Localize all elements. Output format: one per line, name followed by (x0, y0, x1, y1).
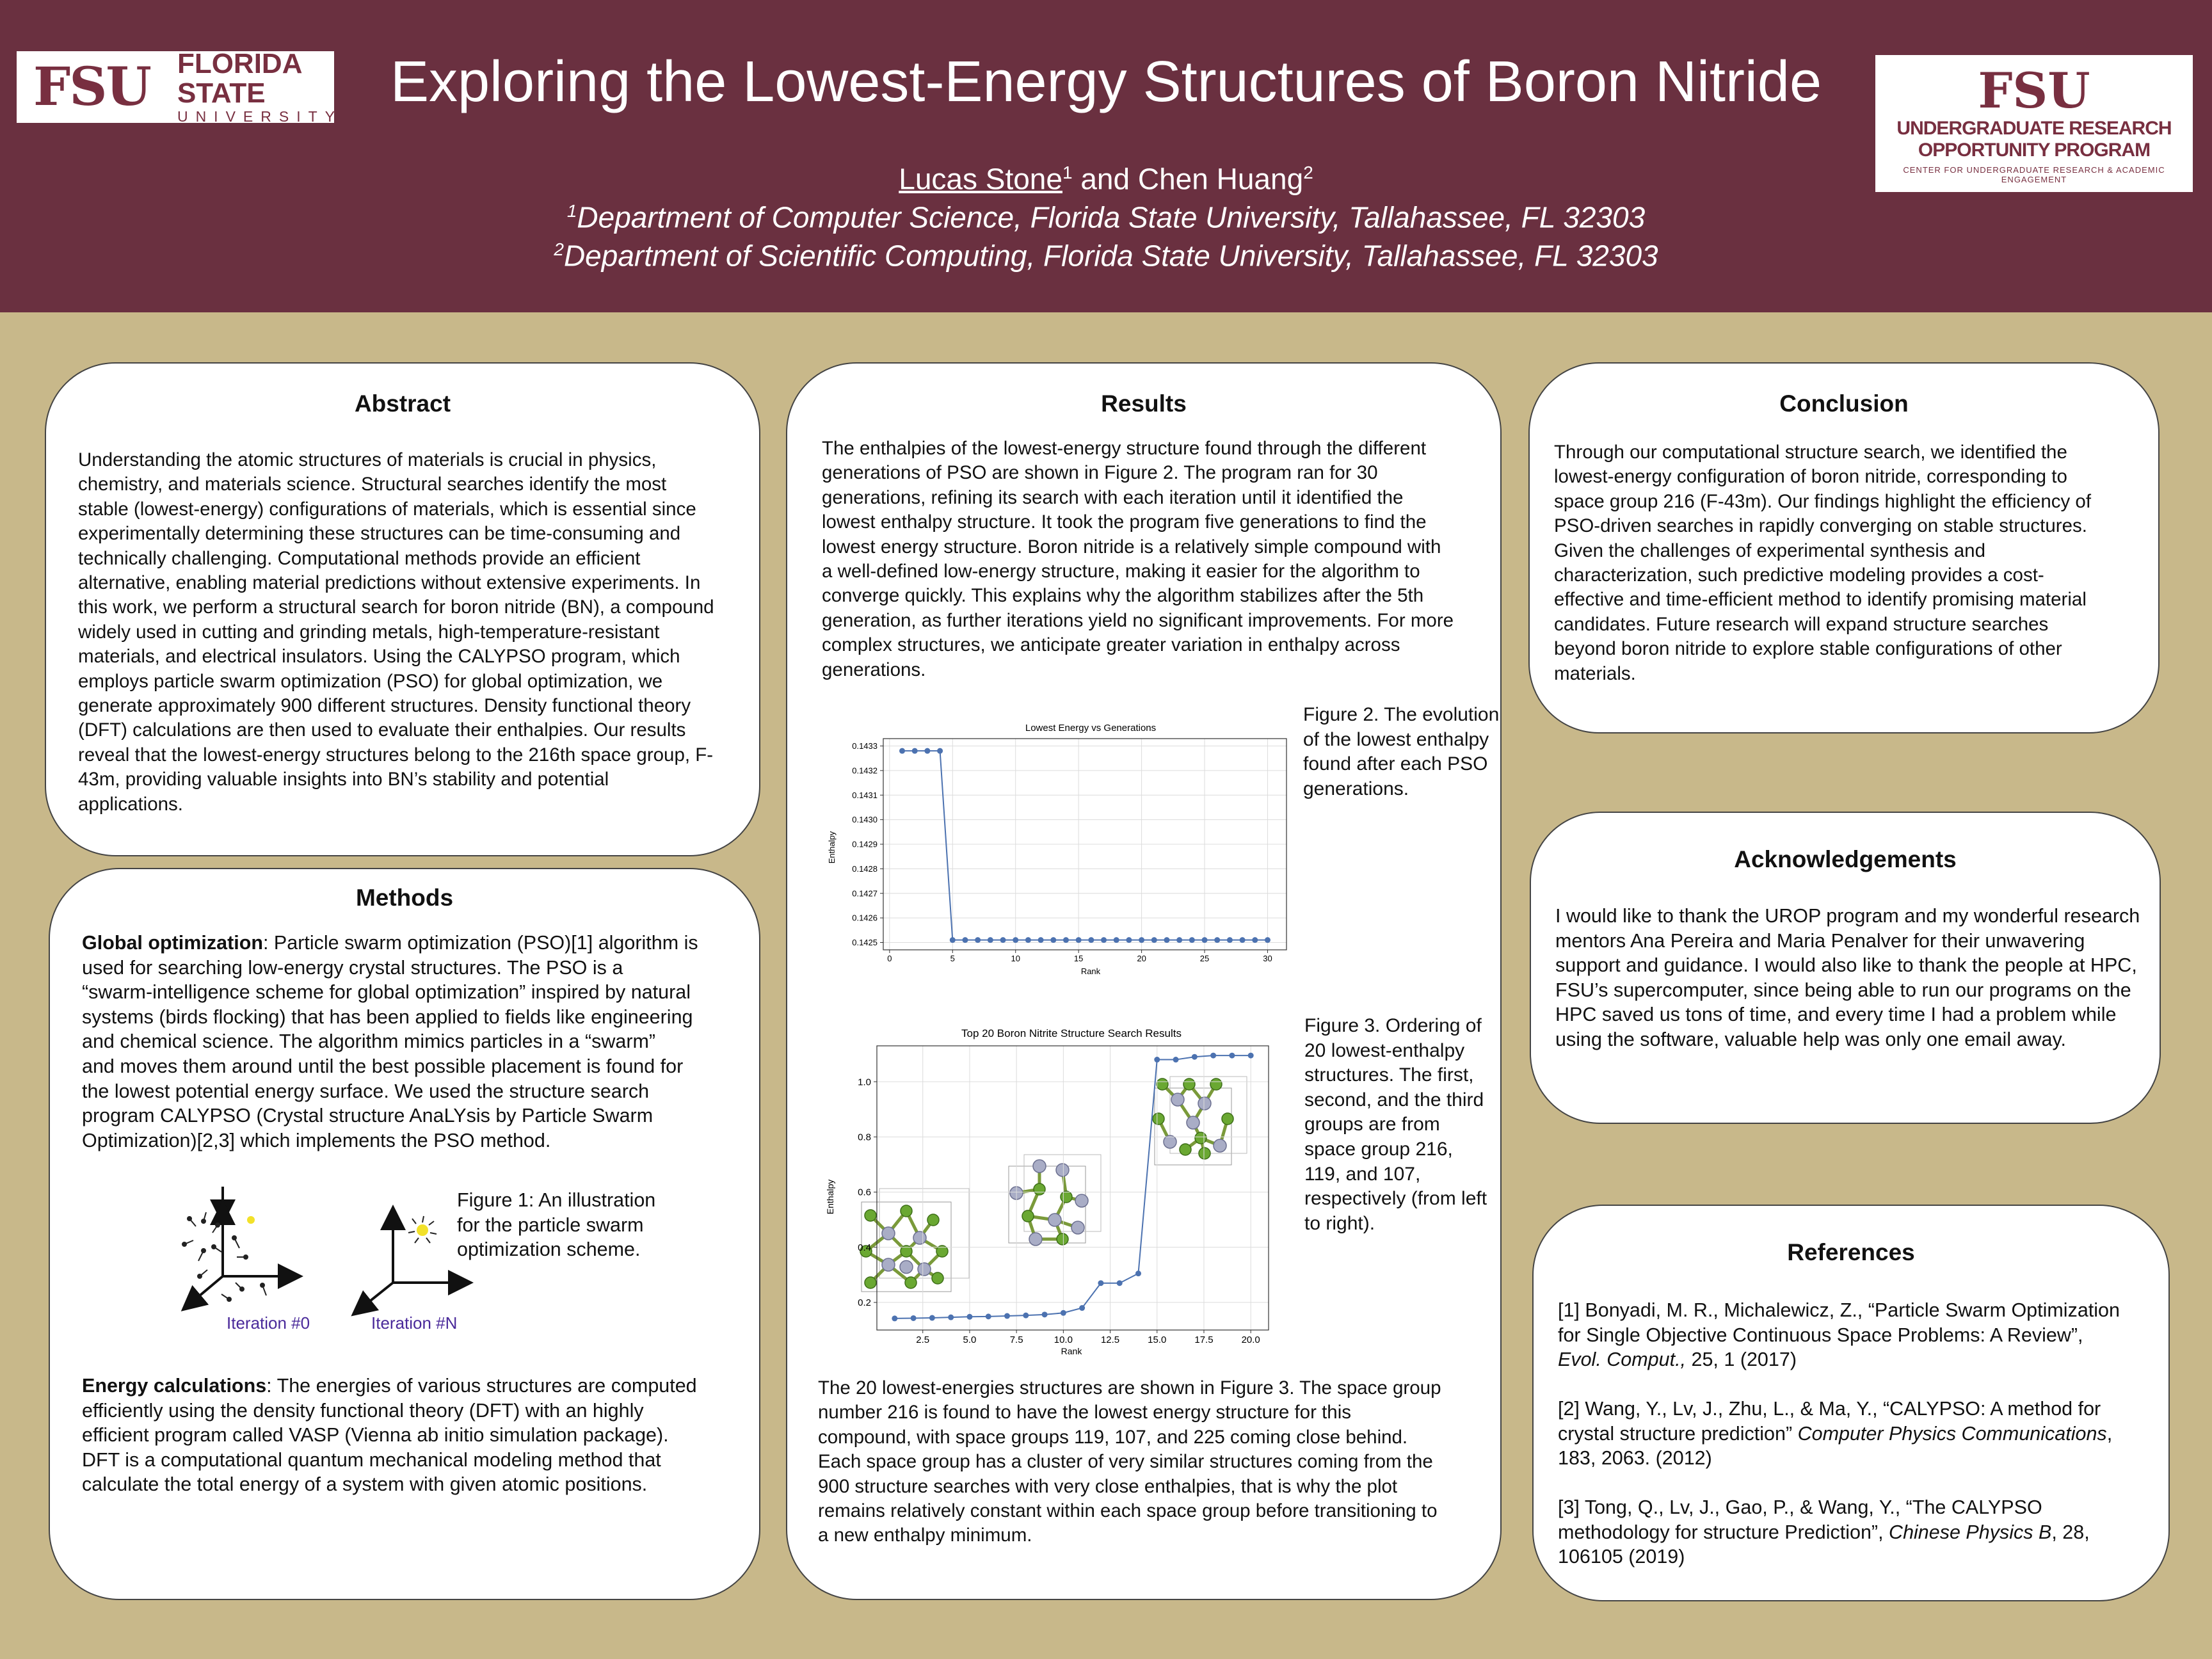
data-point (1023, 1313, 1029, 1318)
data-point (1252, 937, 1258, 943)
x-tick-label: 10.0 (1054, 1334, 1073, 1345)
abstract-panel (45, 362, 760, 856)
data-point (966, 1314, 972, 1320)
y-tick-label: 0.1433 (852, 741, 878, 751)
data-point (1240, 937, 1246, 943)
conclusion-panel (1528, 362, 2160, 733)
data-point (1202, 937, 1208, 943)
authors: Lucas Stone$^1$ and Chen Huang$^2$ (899, 162, 1313, 196)
data-point (975, 937, 981, 943)
data-point (948, 1315, 954, 1320)
data-point (1192, 1054, 1198, 1060)
urop-logo (1875, 55, 2193, 192)
methods-panel (49, 868, 760, 1600)
y-tick-label: 0.1432 (852, 765, 878, 776)
acknowledgements-heading: Acknowledgements (1734, 846, 1957, 872)
data-point (1154, 1057, 1160, 1062)
data-point (1229, 1053, 1235, 1059)
data-point (1013, 937, 1018, 943)
data-point (929, 1315, 935, 1321)
y-tick-label: 0.6 (858, 1187, 871, 1198)
data-point (1135, 1270, 1141, 1276)
data-point (1227, 937, 1233, 943)
data-point (1038, 937, 1044, 943)
data-point (962, 937, 968, 943)
y-tick-label: 0.1431 (852, 790, 878, 800)
data-point (924, 748, 930, 754)
data-point (1101, 937, 1107, 943)
x-tick-label: 15 (1073, 954, 1084, 963)
y-tick-label: 0.1425 (852, 938, 878, 948)
y-tick-label: 0.1430 (852, 815, 878, 825)
figure-1-caption: Figure 1: An illustration for the particle swarm optimization scheme. (457, 1189, 656, 1261)
references-panel (1532, 1205, 2170, 1601)
abstract-text: Understanding the atomic structures of materials is crucial in physics, chemistry, and materials science. Structural searches identify the most stable (lowest-energy) configurations of materials, which is essential since experimentally determining these structures can be time-consuming and technically challenging. Computational methods provide an efficient alternative, enabling material predictions without extensive experiments. In this work, we perform a structural search for boron nitride (BN), a compound widely used in cutting and grinding metals, high-temperature-resistant materials, and electrical insulators. Using the CALYPSO program, which employs particle swarm optimization (PSO) for global optimization, we generate approximately 900 different structures. Density functional theory (DFT) calculations are then used to evaluate their enthalpies. Our results reveal that the lowest-energy structures belong to the 216th space group, F- 43m, providing valuable insights into BN’s stability and potential applications. (78, 449, 714, 815)
x-tick-label: 0 (887, 954, 892, 963)
poster-header (0, 0, 2212, 312)
reference-1: [1] Bonyadi, M. R., Michalewicz, Z., “Particle Swarm Optimization for Single Objective Continuous Space Problems: A Review”, Evol. Comput., 25, 1 (2017) (1558, 1299, 2120, 1371)
chart-ylabel: Enthalpy (825, 1179, 835, 1215)
data-point (1098, 1280, 1103, 1286)
data-point (1088, 937, 1094, 943)
figure-3-caption: Figure 3. Ordering of 20 lowest-enthalpy structures. The first, second, and the third groups are from space group 216, 119, and 107, respectively (from left to right). (1304, 1015, 1487, 1234)
urop-logo-line2: OPPORTUNITY PROGRAM (1918, 140, 2151, 161)
results-text-2: The 20 lowest-energies structures are shown in Figure 3. The space group number 216 is found to have the lowest energy structure for this compound, with space groups 119, 107, and 225 coming close behind. Each space group has a cluster of very similar structures coming from the 900 structure searches with very close enthalpies, that is why the plot remains relatively constant within each space group before transitioning to a new enthalpy minimum. (818, 1377, 1441, 1546)
x-tick-label: 10 (1011, 954, 1020, 963)
x-tick-label: 20.0 (1241, 1334, 1260, 1345)
crystal-structure-119-icon (1009, 1155, 1101, 1246)
references-heading: References (1787, 1239, 1915, 1265)
particle-swarm-icon (182, 1212, 266, 1301)
figure-2-caption: Figure 2. The evolution of the lowest enthalpy found after each PSO generations. (1303, 704, 1500, 799)
data-point (1189, 937, 1195, 943)
data-point (1004, 1313, 1010, 1319)
data-point (1151, 937, 1157, 943)
y-tick-label: 0.8 (858, 1132, 871, 1143)
data-point (912, 748, 918, 754)
data-point (1176, 937, 1182, 943)
x-tick-label: 5 (950, 954, 955, 963)
x-tick-label: 17.5 (1194, 1334, 1214, 1345)
data-point (1139, 937, 1144, 943)
acknowledgements-panel (1530, 812, 2161, 1124)
fsu-logo-mark: FSU (33, 56, 150, 118)
data-point (1025, 937, 1031, 943)
iteration-n-label: Iteration #N (371, 1313, 458, 1333)
urop-logo-line3: CENTER FOR UNDERGRADUATE RESEARCH & ACADEMIC ENGAGEMENT (1903, 165, 2165, 184)
author-1: Lucas Stone (899, 162, 1062, 196)
figure-2-chart (822, 719, 1295, 982)
results-panel (786, 362, 1502, 1600)
x-tick-label: 2.5 (916, 1334, 930, 1345)
data-point (1076, 937, 1082, 943)
urop-logo-mark: FSU (1978, 62, 2090, 119)
affiliation-2: $^2$Department of Scientific Computing, Florida State University, Tallahassee, FL 32303 (554, 239, 1658, 273)
y-tick-label: 0.1426 (852, 913, 878, 923)
y-tick-label: 0.1429 (852, 839, 878, 849)
data-point (1000, 937, 1006, 943)
conclusion-text: Through our computational structure search, we identified the lowest-energy configuration of boron nitride, corresponding to space group 216 (F-43m). Our findings highlight the efficiency of PSO-driven searches in rapidly converging on stable structures. Given the challenges of experimental synthesis and characterization, such predictive modeling provides a cost- effective and time-efficient method to identify promising material candidates. Future research will expand structure searches beyond boron nitride to explore stable configurations of other materials. (1554, 442, 2092, 684)
data-point (1210, 1053, 1216, 1059)
data-point (1063, 937, 1069, 943)
data-point (1117, 1280, 1123, 1286)
x-tick-label: 30 (1263, 954, 1272, 963)
chart-ylabel: Enthalpy (827, 831, 837, 864)
y-tick-label: 0.4 (858, 1242, 871, 1253)
x-tick-label: 25 (1199, 954, 1210, 963)
y-tick-label: 0.1427 (852, 888, 878, 899)
data-point (1164, 937, 1169, 943)
chart-xlabel: Rank (1061, 1346, 1082, 1356)
y-tick-label: 0.1428 (852, 863, 878, 874)
target-star-icon (247, 1216, 255, 1224)
data-point (1265, 937, 1270, 943)
x-tick-label: 5.0 (963, 1334, 977, 1345)
abstract-heading: Abstract (354, 390, 451, 417)
data-point (1042, 1311, 1048, 1317)
global-optimization-text: Global optimization: Particle swarm optimization (PSO)[1] algorithm is used for searching low-energy crystal structures. The PSO is a “swarm-intelligence scheme for global optimization” inspired by natural systems (birds flocking) that has been applied to fields like engineering and chemical science. The algorithm mimics particles in a “swarm” and moves them around until the best possible placement is found for the lowest potential energy surface. We used the structure search program CALYPSO (Crystal structure AnaLYsis by Particle Swarm Optimization)[2,3] which implements the PSO method. (82, 932, 698, 1151)
crystal-structure-107-icon (1153, 1077, 1247, 1165)
chart-title: Lowest Energy vs Generations (1025, 723, 1157, 733)
x-tick-label: 15.0 (1148, 1334, 1167, 1345)
chart-title: Top 20 Boron Nitrite Structure Search Results (961, 1027, 1182, 1039)
fsu-logo-line2: UNIVERSITY (177, 108, 342, 125)
methods-heading: Methods (355, 885, 454, 911)
data-point (937, 748, 943, 754)
data-point (1173, 1057, 1179, 1062)
data-point (892, 1315, 897, 1321)
data-point (1114, 937, 1119, 943)
poster-title: Exploring the Lowest-Energy Structures of Boron Nitride (390, 50, 1822, 114)
data-point (1061, 1310, 1066, 1316)
data-point (986, 1313, 991, 1319)
energy-calculations-text: Energy calculations: The energies of various structures are computed efficiently using the density functional theory (DFT) with an highly efficient program called VASP (Vienna ab initio simulation package). DFT is a computational quantum mechanical modeling method that calculate the total energy of a system with given atomic positions. (82, 1375, 697, 1496)
series-line (902, 751, 1268, 940)
results-text-1: The enthalpies of the lowest-energy structure found through the different generations of PSO are shown in Figure 2. The program ran for 30 generations, refining its search with each iteration until it identified the lowest enthalpy structure. It took the program five generations to find the lowest energy structure. Boron nitride is a relatively simple compound with a well-defined low-energy structure, making it easier for the algorithm to converge quickly. This explains why the algorithm stabilizes after the 5th generation, as further iterations yield no significant improvements. For more complex structures, we anticipate greater variation in enthalpy across generations. (822, 438, 1454, 680)
acknowledgements-text: I would like to thank the UROP program and my wonderful research mentors Ana Pereira and Maria Penalver for their unwavering support and guidance. I would also like to thank the people at HPC, FSU’s supercomputer, since being able to run our programs on the HPC saved us tons of time, and every time I had a problem while using the software, valuable help was only one email away. (1555, 905, 2140, 1050)
chart-xlabel: Rank (1080, 966, 1101, 976)
iteration-0-label: Iteration #0 (227, 1313, 310, 1333)
affiliation-1: $^1$Department of Computer Science, Florida State University, Tallahassee, FL 32303 (566, 200, 1646, 234)
y-tick-label: 1.0 (858, 1077, 871, 1088)
data-point (1214, 937, 1220, 943)
data-point (899, 748, 905, 754)
fsu-logo-line1: FLORIDA STATE (177, 48, 301, 109)
data-point (950, 937, 956, 943)
data-point (1050, 937, 1056, 943)
reference-3: [3] Tong, Q., Lv, J., Gao, P., & Wang, Y., “The CALYPSO methodology for structure Prediction”, Chinese Physics B, 28, 106105 (2019) (1558, 1496, 2090, 1568)
reference-2: [2] Wang, Y., Lv, J., Zhu, L., & Ma, Y., “CALYPSO: A method for crystal structure prediction” Computer Physics Communications, 183, 2063. (2012) (1558, 1398, 2113, 1470)
y-tick-label: 0.2 (858, 1297, 871, 1309)
data-point (911, 1315, 917, 1321)
figure-1-illustration (165, 1187, 498, 1334)
conclusion-heading: Conclusion (1779, 390, 1909, 417)
data-point (1248, 1053, 1254, 1059)
figure-3-chart (822, 1024, 1283, 1356)
chart-grid (883, 739, 1286, 950)
results-heading: Results (1101, 390, 1187, 417)
urop-logo-line1: UNDERGRADUATE RESEARCH (1896, 118, 2172, 139)
data-point (988, 937, 993, 943)
x-tick-label: 20 (1137, 954, 1146, 963)
x-tick-label: 12.5 (1100, 1334, 1120, 1345)
data-point (1126, 937, 1132, 943)
plot-frame (877, 1046, 1269, 1330)
x-tick-label: 7.5 (1009, 1334, 1023, 1345)
author-2: and Chen Huang (1072, 162, 1304, 196)
data-point (1079, 1305, 1085, 1311)
chart-grid (877, 1046, 1269, 1330)
